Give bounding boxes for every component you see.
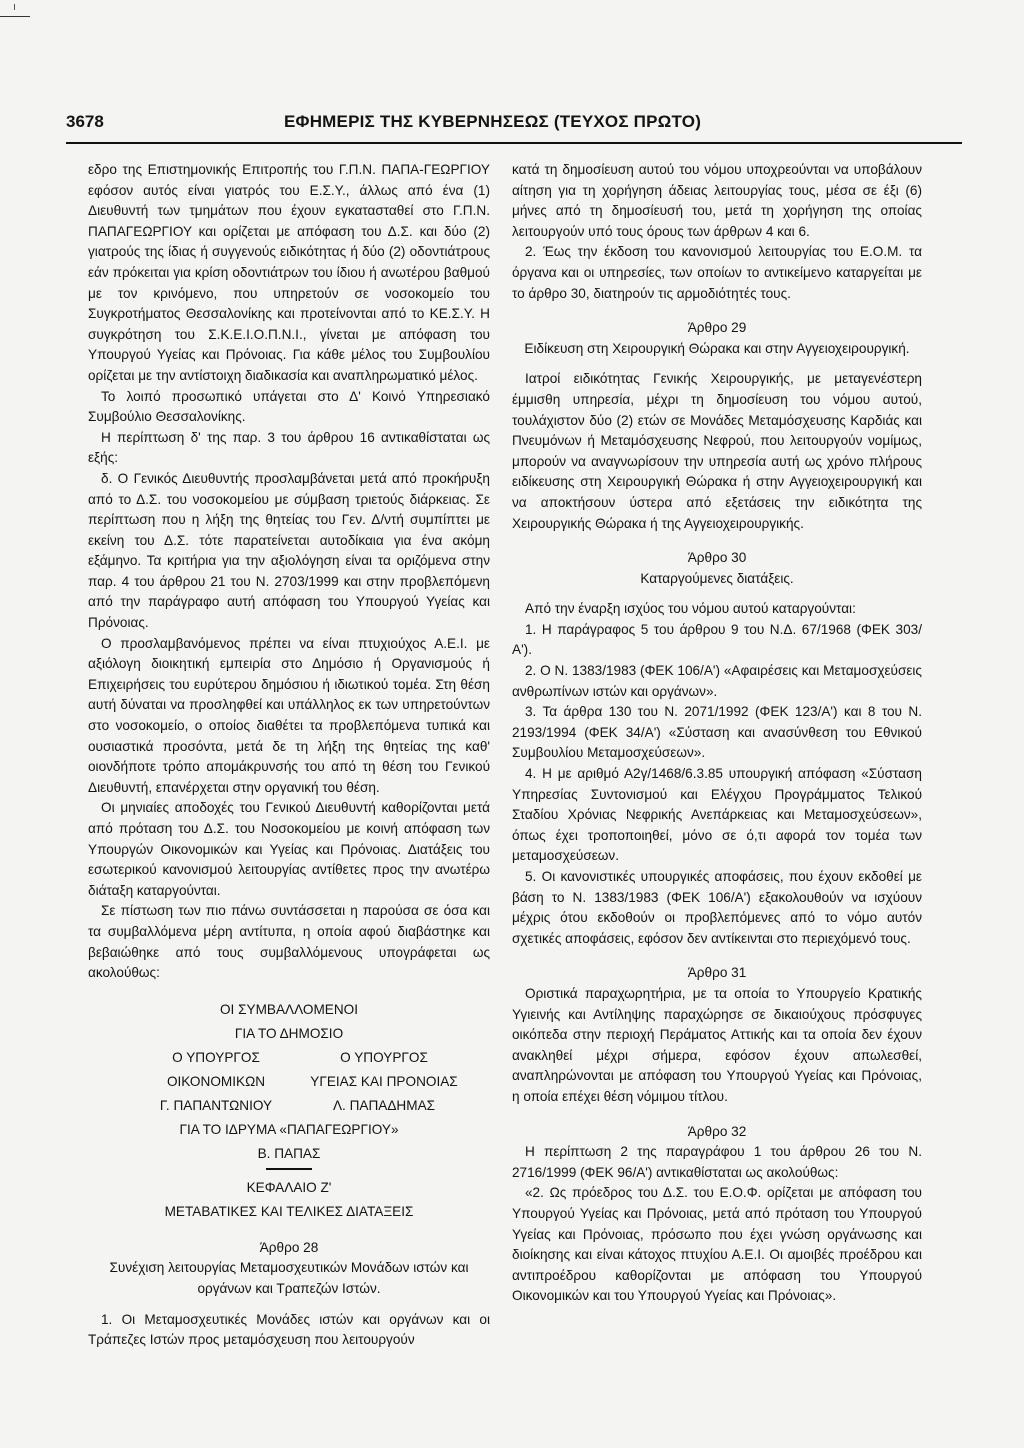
signers-heading: ΟΙ ΣΥΜΒΑΛΛΟΜΕΝΟΙ [219, 1001, 359, 1017]
paragraph: Το λοιπό προσωπικό υπάγεται στο Δ' Κοινό Υπηρεσιακό Συμβούλιο Θεσσαλονίκης. [88, 388, 490, 425]
list-item: 1. Η παράγραφος 5 του άρθρου 9 του Ν.Δ. 67/1968 (ΦΕΚ 303/Α'). [512, 621, 922, 658]
page-number: 3678 [66, 112, 104, 131]
foundation-signer: ΓΙΑ ΤΟ ΙΔΡΥΜΑ «ΠΑΠΑΓΕΩΡΓΙΟΥ» [179, 1121, 399, 1137]
chapter-heading: ΚΕΦΑΛΑΙΟ Ζ' [246, 1179, 332, 1195]
article-title: Συνέχιση λειτουργίας Μεταμοσχευτικών Μονάδων ιστών και οργάνων και Τραπεζών Ιστών. [109, 1260, 469, 1296]
paragraph: 2. Έως την έκδοση του κανονισμού λειτουργίας του Ε.Ο.Μ. τα όργανα και οι υπηρεσίες, των οποίων το αντικείμενο καταργείται με το άρθρο 30, διατηρούν τις αρμοδιότητές τους. [512, 244, 922, 301]
article-title: Ειδίκευση στη Χειρουργική Θώρακα και στην Αγγειοχειρουργική. [524, 340, 910, 356]
article-heading: Άρθρο 30 [687, 550, 747, 566]
paragraph: δ. Ο Γενικός Διευθυντής προσλαμβάνεται μετά από προκήρυξη από το Δ.Σ. του νοσοκομείου με σύμβαση τριετούς διάρκειας. Σε περίπτωση που η λήξη της θητείας του Γεν. Δ/ντή συμπίπτει με εκείνη του Δ.Σ. τότε παρατείνεται αυτοδίκαια για ένα ακόμη εξάμηνο. Τα κριτήρια για την αξιολόγηση είναι τα οριζόμενα στην παρ. 4 του άρθρου 21 του Ν. 2703/1999 και στην προβλεπόμενη από την παράγραφο αυτή απόφαση του Υπουργού Υγείας και Πρόνοιας. [88, 470, 490, 631]
section-rule [266, 1168, 312, 1170]
chapter-title: ΜΕΤΑΒΑΤΙΚΕΣ ΚΑΙ ΤΕΛΙΚΕΣ ΔΙΑΤΑΞΕΙΣ [164, 1203, 414, 1219]
signature-row [88, 1070, 490, 1094]
signer-ministry: ΥΓΕΙΑΣ ΚΑΙ ΠΡΟΝΟΙΑΣ [310, 1073, 458, 1089]
list-item: 3. Τα άρθρα 130 του Ν. 2071/1992 (ΦΕΚ 123/Α') και 8 του Ν. 2193/1994 (ΦΕΚ 34/Α') «Σύσταση και ανασύνθεση του Εθνικού Συμβουλίου Μεταμοσχεύσεων». [512, 704, 922, 761]
right-column [512, 160, 922, 1307]
paragraph: Ο προσλαμβανόμενος πρέπει να είναι πτυχιούχος Α.Ε.Ι. με αξιόλογη διοικητική εμπειρία στο Δημόσιο ή Οργανισμούς ή Επιχειρήσεις του ευρύτερου δημόσιου ή ιδιωτικού τομέα. Στη θέση αυτή δύναται να προσληφθεί και υπάλληλος εκ των υπηρετούντων στο νοσοκομείο, ο οποίος διαθέτει τα προβλεπόμενα τυπικά και ουσιαστικά προσόντα, μετά δε τη λήξη της θητείας της καθ' οιονδήποτε τρόπο απομάκρυνσής του από τη θέση του Γενικού Διευθυντή, επανέρχεται στην οργανική του θέση. [88, 635, 490, 795]
signer-ministry: ΟΙΚΟΝΟΜΙΚΩΝ [166, 1073, 266, 1089]
paragraph: Η περίπτωση 2 της παραγράφου 1 του άρθρου 26 του Ν. 2716/1999 (ΦΕΚ 96/Α') αντικαθίσταται ως ακολούθως: [512, 1144, 922, 1180]
list-item: 2. Ο Ν. 1383/1983 (ΦΕΚ 106/Α') «Αφαιρέσεις και Μεταμοσχεύσεις ανθρωπίνων ιστών και οργάνων». [512, 663, 922, 699]
article-title: Καταργούμενες διατάξεις. [640, 570, 794, 586]
signer-name: Λ. ΠΑΠΑΔΗΜΑΣ [332, 1097, 436, 1113]
paragraph: Σε πίστωση των πιο πάνω συντάσσεται η παρούσα σε όσα και τα συμβαλλόμενα μέρη αντίτυπα, η οποία αφού διαβάστηκε και βεβαιώθηκε από τους συμβαλλόμενους υπογράφεται ως ακολούθως: [88, 903, 490, 981]
article-heading: Άρθρο 31 [687, 965, 747, 981]
foundation-signer-name: Β. ΠΑΠΑΣ [257, 1145, 321, 1161]
paragraph: Ιατροί ειδικότητας Γενικής Χειρουργικής, με μεταγενέστερη έμμισθη υπηρεσία, μέχρι τη δημοσίευση του νόμου αυτού, τουλάχιστον δύο (2) ετών σε Μονάδες Μεταμόσχευσης Καρδιάς και Πνευμόνων ή Μεταμόσχευσης Νεφρού, που λειτουργούν νομίμως, μπορούν να αναγνωρίσουν την υπηρεσία αυτή ως χρόνο πλήρους ειδίκευσης στη Χειρουργική Θώρακα ή στην Αγγειοχειρουργική και να αποκτήσουν ύστερα από εξετάσεις την ειδικότητα της Χειρουργικής Θώρακα ή της Αγγειοχειρουργικής. [512, 371, 922, 531]
paragraph: κατά τη δημοσίευση αυτού του νόμου υποχρεούνται να υποβάλουν αίτηση για τη χορήγηση άδειας λειτουργίας τους, μέσα σε έξι (6) μήνες από τη δημοσίευσή του, μετά τη χορήγηση της οποίας λειτουργούν υπό τους όρους των άρθρων 4 και 6. [512, 162, 922, 239]
article-heading: Άρθρο 32 [687, 1123, 747, 1139]
signature-row [88, 1094, 490, 1118]
signer-title: Ο ΥΠΟΥΡΓΟΣ [172, 1049, 260, 1065]
signature-row [88, 1046, 490, 1070]
list-item: 5. Οι κανονιστικές υπουργικές αποφάσεις, που έχουν εκδοθεί με βάση το Ν. 1383/1983 (ΦΕΚ 106/Α') εξακολουθούν να ισχύουν μέχρις ότου εκδοθούν οι προβλεπόμενες από το νόμο αυτόν σχετικές αποφάσεις, εφόσον δεν αντίκεινται στο περιεχόμενό τους. [512, 869, 922, 946]
signature-block [88, 998, 490, 1224]
list-item: 4. Η με αριθμό Α2γ/1468/6.3.85 υπουργική απόφαση «Σύσταση Υπηρεσίας Συντονισμού και Ελέγχου Προγράμματος Τελικού Σταδίου Χρόνιας Νεφρικής Ανεπάρκειας και Μεταμοσχεύσεων», όπως έχει τροποποιηθεί, μόνο σε ό,τι αφορά τον τομέα των μεταμοσχεύσεων. [512, 766, 922, 864]
left-column [88, 160, 490, 1351]
paragraph: Οι μηνιαίες αποδοχές του Γενικού Διευθυντή καθορίζονται μετά από πρόταση του Δ.Σ. του Νοσοκομείου με κοινή απόφαση των Υπουργών Οικονομικών και Υγείας και Πρόνοιας. Διατάξεις του εσωτερικού κανονισμού λειτουργίας αντίθετες προς την ανωτέρω διάταξη καταργούνται. [88, 800, 490, 898]
paragraph: εδρο της Επιστημονικής Επιτροπής του Γ.Π.Ν. ΠΑΠΑ-ΓΕΩΡΓΙΟΥ εφόσον αυτός είναι γιατρός του Ε.Σ.Υ., άλλως από ένα (1) Διευθυντή των τμημάτων που έχουν εγκατασταθεί στο Γ.Π.Ν. ΠΑΠΑΓΕΩΡΓΙΟΥ και ορίζεται με απόφαση του Δ.Σ. και δύο (2) γιατρούς της ίδιας ή συγγενούς ειδικότητας ή δύο (2) οδοντιάτρους εάν πρόκειται για κρίση οδοντιάτρων του ίδιου ή ανωτέρου βαθμού με τον κρινόμενο, που υπηρετούν σε νοσοκομείο του Συγκροτήματος Θεσσαλονίκης και προτείνονται από το ΚΕ.Σ.Υ. Η συγκρότηση του Σ.Κ.Ε.Ι.Ο.Π.Ν.Ι., γίνεται με απόφαση του Υπουργού Υγείας και Πρόνοιας. Για κάθε μέλος του Συμβουλίου ορίζεται με την αντίστοιχη διαδικασία και αναπληρωματικό μέλος. [88, 162, 490, 383]
article-heading: Άρθρο 29 [687, 320, 747, 336]
signer-title: Ο ΥΠΟΥΡΓΟΣ [340, 1049, 428, 1065]
page-header [66, 112, 962, 144]
paragraph: Από την έναρξη ισχύος του νόμου αυτού καταργούνται: [525, 601, 856, 617]
article-heading: Άρθρο 28 [259, 1239, 319, 1255]
scan-corner-mark [0, 16, 30, 17]
gazette-title: ΕΦΗΜΕΡΙΣ ΤΗΣ ΚΥΒΕΡΝΗΣΕΩΣ (ΤΕΥΧΟΣ ΠΡΩΤΟ) [284, 112, 702, 131]
signer-name: Γ. ΠΑΠΑΝΤΩΝΙΟΥ [159, 1097, 273, 1113]
scan-corner-tick [14, 4, 15, 10]
paragraph: «2. Ως πρόεδρος του Δ.Σ. του Ε.Ο.Φ. ορίζεται με απόφαση του Υπουργού Υγείας και Πρόνοιας, μετά από πρόταση του Υπουργού Υγείας και Πρόνοιας, πρόσωπο που έχει γνώση οργάνωσης και διοίκησης και είναι κάτοχος πτυχίου Α.Ε.Ι. Οι αμοιβές προέδρου και αντιπροέδρου καθορίζονται με απόφαση του Υπουργού Οικονομικών και του Υπουργού Υγείας και Πρόνοιας». [512, 1185, 922, 1304]
signers-subheading: ΓΙΑ ΤΟ ΔΗΜΟΣΙΟ [234, 1025, 344, 1041]
paragraph: Οριστικά παραχωρητήρια, με τα οποία το Υπουργείο Κρατικής Υγιεινής και Αντίληψης παραχώρησε σε δικαιούχους πρόσφυγες οικόπεδα στην περιοχή Περάματος Αττικής και τα οποία δεν έχουν ανακληθεί μέχρι σήμερα, εφόσον έχουν απωλεσθεί, αναπληρώνονται με απόφαση του Υπουργού Υγείας και Πρόνοιας, η οποία επέχει θέση νόμιμου τίτλου. [512, 985, 922, 1104]
paragraph: Η περίπτωση δ' της παρ. 3 του άρθρου 16 αντικαθίσταται ως εξής: [88, 429, 490, 466]
paragraph: 1. Οι Μεταμοσχευτικές Μονάδες ιστών και οργάνων και οι Τράπεζες Ιστών προς μεταμόσχευση που λειτουργούν [88, 1311, 490, 1348]
